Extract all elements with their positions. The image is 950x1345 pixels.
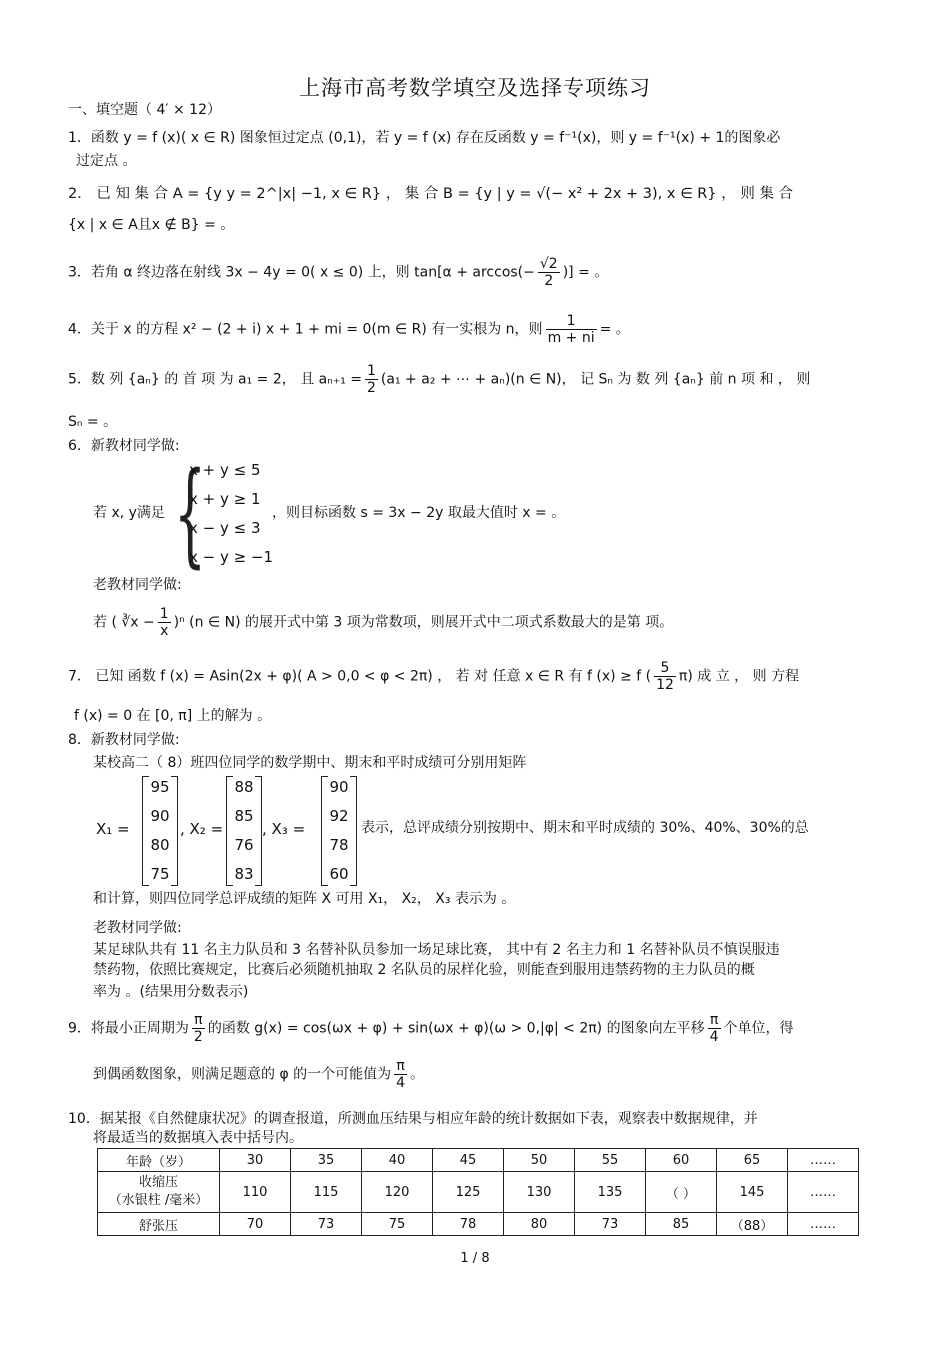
q8-desc: 某校高二（ 8）班四位同学的数学期中、期末和平时成绩可分别用矩阵 (93, 755, 527, 771)
q9-p-num: π (194, 1012, 203, 1028)
q6-old-num: 1 (159, 606, 169, 622)
table-row (98, 1172, 859, 1213)
q5-post: (a₁ + a₂ + ⋯ + aₙ)(n ∈ N)， 记 Sₙ 为 数 列 {aₙ} 前 n 项 和 ， 则 (380, 371, 811, 388)
matrix-x3-cell: 78 (329, 836, 349, 854)
q2-line2: {x | x ∈ A且x ∉ B} = 。 (68, 217, 235, 233)
q9-period-fraction (192, 1012, 205, 1045)
table-cell: 30 (220, 1149, 291, 1172)
q3-den: 2 (538, 272, 560, 289)
matrix-x2-cell: 85 (234, 807, 254, 825)
q9-answer-fraction (394, 1058, 407, 1091)
table-cell: …… (788, 1172, 859, 1213)
q7-line1 (68, 660, 799, 693)
q8-mat-after: 表示，总评成绩分别按期中、期末和平时成绩的 30%、40%、30%的总 (361, 820, 809, 836)
q9-p-den: 2 (193, 1029, 203, 1046)
q4-post: = 。 (599, 321, 630, 338)
q7-fraction (654, 660, 676, 693)
q9-line2 (93, 1058, 424, 1091)
q6-label-new: 6．新教材同学做: (68, 438, 180, 454)
matrix-x3-cell: 60 (329, 865, 349, 883)
q6-brace: { (174, 449, 207, 579)
table-cell: 40 (362, 1149, 433, 1172)
q5-den: 2 (367, 380, 376, 397)
table-cell: 135 (575, 1172, 646, 1213)
table-cell: 60 (646, 1149, 717, 1172)
q9-line2-pre: 到偶函数图象，则满足题意的 φ 的一个可能值为 (93, 1066, 392, 1083)
table-cell: 65 (717, 1149, 788, 1172)
q7-num: 5 (660, 660, 670, 676)
q5-line2: Sₙ = 。 (68, 414, 118, 430)
q8-old-1: 某足球队共有 11 名主力队员和 3 名替补队员参加一场足球比赛， 其中有 2 名主力和 1 名替补队员不慎误服违 (93, 942, 780, 958)
q8-label-new: 8．新教材同学做: (68, 732, 180, 748)
q6-label-old: 老教材同学做: (93, 577, 182, 593)
q9-post: 个单位，得 (723, 1020, 794, 1037)
q9-mid: 的函数 g(x) = cos(ωx + φ) + sin(ωx + φ)(ω > 0,|φ| < 2π) 的图象向左平移 (207, 1020, 705, 1037)
q5-fraction (365, 363, 378, 396)
q6-ineq-2: x + y ≥ 1 (189, 490, 261, 508)
matrix-x3-cell: 90 (329, 778, 349, 796)
table-cell: 130 (504, 1172, 575, 1213)
q8-label-old: 老教材同学做: (93, 920, 182, 936)
table-cell: 收缩压 （水银柱 /毫米） (98, 1172, 220, 1213)
table-cell: 80 (504, 1213, 575, 1236)
q6-ineq-4: x − y ≥ −1 (189, 548, 274, 566)
q4-fraction (546, 313, 597, 346)
table-row (98, 1213, 859, 1236)
q8-old-2: 禁药物，依照比赛规定，比赛后必须随机抽取 2 名队员的尿样化验，则能查到服用违禁药物的主力队员的概 (93, 962, 755, 978)
q7-post: π) 成 立 ， 则 方程 (678, 668, 800, 685)
q8-x3-label: , X₃ = (262, 820, 306, 838)
q6-sys-pre: 若 x, y满足 (93, 505, 165, 521)
q8-x2-label: , X₂ = (180, 820, 224, 838)
matrix-x3 (321, 776, 357, 886)
q5-line1 (68, 363, 810, 396)
q4-pre: 4．关于 x 的方程 x² − (2 + i) x + 1 + mi = 0(m ∈ R) 有一实根为 n，则 (68, 321, 543, 338)
q1-line1: 1．函数 y = f (x)( x ∈ R) 图象恒过定点 (0,1)，若 y = f (x) 存在反函数 y = f⁻¹(x)，则 y = f⁻¹(x) + 1的图象必 (68, 130, 781, 146)
q8-sum-line: 和计算，则四位同学总评成绩的矩阵 X 可用 X₁， X₂， X₃ 表示为 。 (93, 891, 516, 907)
q6-sys-post: ，则目标函数 s = 3x − 2y 取最大值时 x = 。 (272, 505, 566, 521)
table-cell: …… (788, 1149, 859, 1172)
table-cell: 120 (362, 1172, 433, 1213)
table-cell: 55 (575, 1149, 646, 1172)
matrix-x3-cell: 92 (329, 807, 349, 825)
table-cell: 舒张压 (98, 1213, 220, 1236)
q4-num: 1 (566, 313, 576, 329)
q9-s-den: 4 (709, 1029, 719, 1046)
matrix-x2-cell: 88 (234, 778, 254, 796)
blood-pressure-table (97, 1148, 859, 1236)
q5-pre: 5．数 列 {aₙ} 的 首 项 为 a₁ = 2， 且 aₙ₊₁ = (68, 371, 362, 388)
table-cell: （88） (717, 1213, 788, 1236)
q3-post: )] = 。 (562, 264, 609, 281)
q8-old-3: 率为 。(结果用分数表示) (93, 984, 249, 1000)
q3-num: √2 (539, 256, 558, 272)
table-cell: 115 (291, 1172, 362, 1213)
q3-line (68, 256, 608, 289)
q6-old-den: x (158, 622, 171, 639)
q9-line1 (68, 1012, 794, 1045)
table-cell: 125 (433, 1172, 504, 1213)
q10-line1: 10．据某报《自然健康状况》的调查报道，所测血压结果与相应年龄的统计数据如下表，观察表中数据规律，并 (68, 1111, 758, 1127)
q3-pre: 3．若角 α 终边落在射线 3x − 4y = 0( x ≤ 0) 上，则 tan[α + arccos(− (68, 264, 535, 281)
matrix-x2-cell: 76 (234, 836, 254, 854)
table-cell: 73 (575, 1213, 646, 1236)
q1-line2: 过定点 。 (76, 153, 137, 169)
table-cell: 45 (433, 1149, 504, 1172)
q10-line2: 将最适当的数据填入表中括号内。 (93, 1130, 303, 1146)
table-row (98, 1149, 859, 1172)
q6-ineq-1: x + y ≤ 5 (189, 461, 261, 479)
q9-s-num: π (709, 1012, 719, 1028)
q6-old-fraction (158, 606, 171, 639)
table-cell: 年龄（岁） (98, 1149, 220, 1172)
table-cell: …… (788, 1213, 859, 1236)
table-cell: 70 (220, 1213, 291, 1236)
table-cell: 50 (504, 1149, 575, 1172)
q7-line2: f (x) = 0 在 [0, π] 上的解为 。 (74, 708, 272, 724)
matrix-x1-cell: 95 (150, 778, 170, 796)
q9-shift-fraction (708, 1012, 721, 1045)
q6-ineq-3: x − y ≤ 3 (189, 519, 261, 537)
matrix-x1-cell: 90 (150, 807, 170, 825)
table-cell: 85 (646, 1213, 717, 1236)
q6-old-line (93, 606, 673, 639)
q7-den: 12 (656, 677, 674, 694)
page-number: 1 / 8 (460, 1251, 490, 1266)
q9-line2-post: 。 (410, 1066, 425, 1083)
q8-x1-label: X₁ = (96, 820, 130, 838)
table-cell: 78 (433, 1213, 504, 1236)
table-cell: 75 (362, 1213, 433, 1236)
table-cell: 110 (220, 1172, 291, 1213)
matrix-x2-cell: 83 (234, 865, 254, 883)
q4-line (68, 313, 630, 346)
table-cell: （ ） (646, 1172, 717, 1213)
matrix-x2 (226, 776, 262, 886)
table-cell: 35 (291, 1149, 362, 1172)
matrix-x1 (142, 776, 178, 886)
q2-line1: 2． 已 知 集 合 A = {y y = 2^|x| −1, x ∈ R} ， 集 合 B = {y | y = √(− x² + 2x + 3), x ∈ R} ， 则 集 合 (68, 186, 794, 202)
q9-a-num: π (396, 1058, 405, 1074)
page-title: 上海市高考数学填空及选择专项练习 (299, 76, 651, 100)
q5-num: 1 (367, 363, 376, 379)
table-cell: 145 (717, 1172, 788, 1213)
q4-den: m + ni (547, 330, 595, 347)
q9-pre: 9．将最小正周期为 (68, 1020, 189, 1037)
q6-old-post: )ⁿ (n ∈ N) 的展开式中第 3 项为常数项，则展开式中二项式系数最大的是第 项。 (173, 614, 674, 631)
section-header: 一、填空题（ 4′ × 12） (68, 102, 221, 118)
matrix-x1-cell: 80 (150, 836, 170, 854)
matrix-x1-cell: 75 (150, 865, 170, 883)
q3-fraction (538, 256, 560, 289)
q6-old-pre: 若 ( ∛x − (93, 614, 155, 631)
q7-pre: 7． 已知 函数 f (x) = Asin(2x + φ)( A > 0,0 < φ < 2π) ， 若 对 任意 x ∈ R 有 f (x) ≥ f ( (68, 668, 652, 685)
q9-a-den: 4 (396, 1075, 406, 1092)
table-cell: 73 (291, 1213, 362, 1236)
